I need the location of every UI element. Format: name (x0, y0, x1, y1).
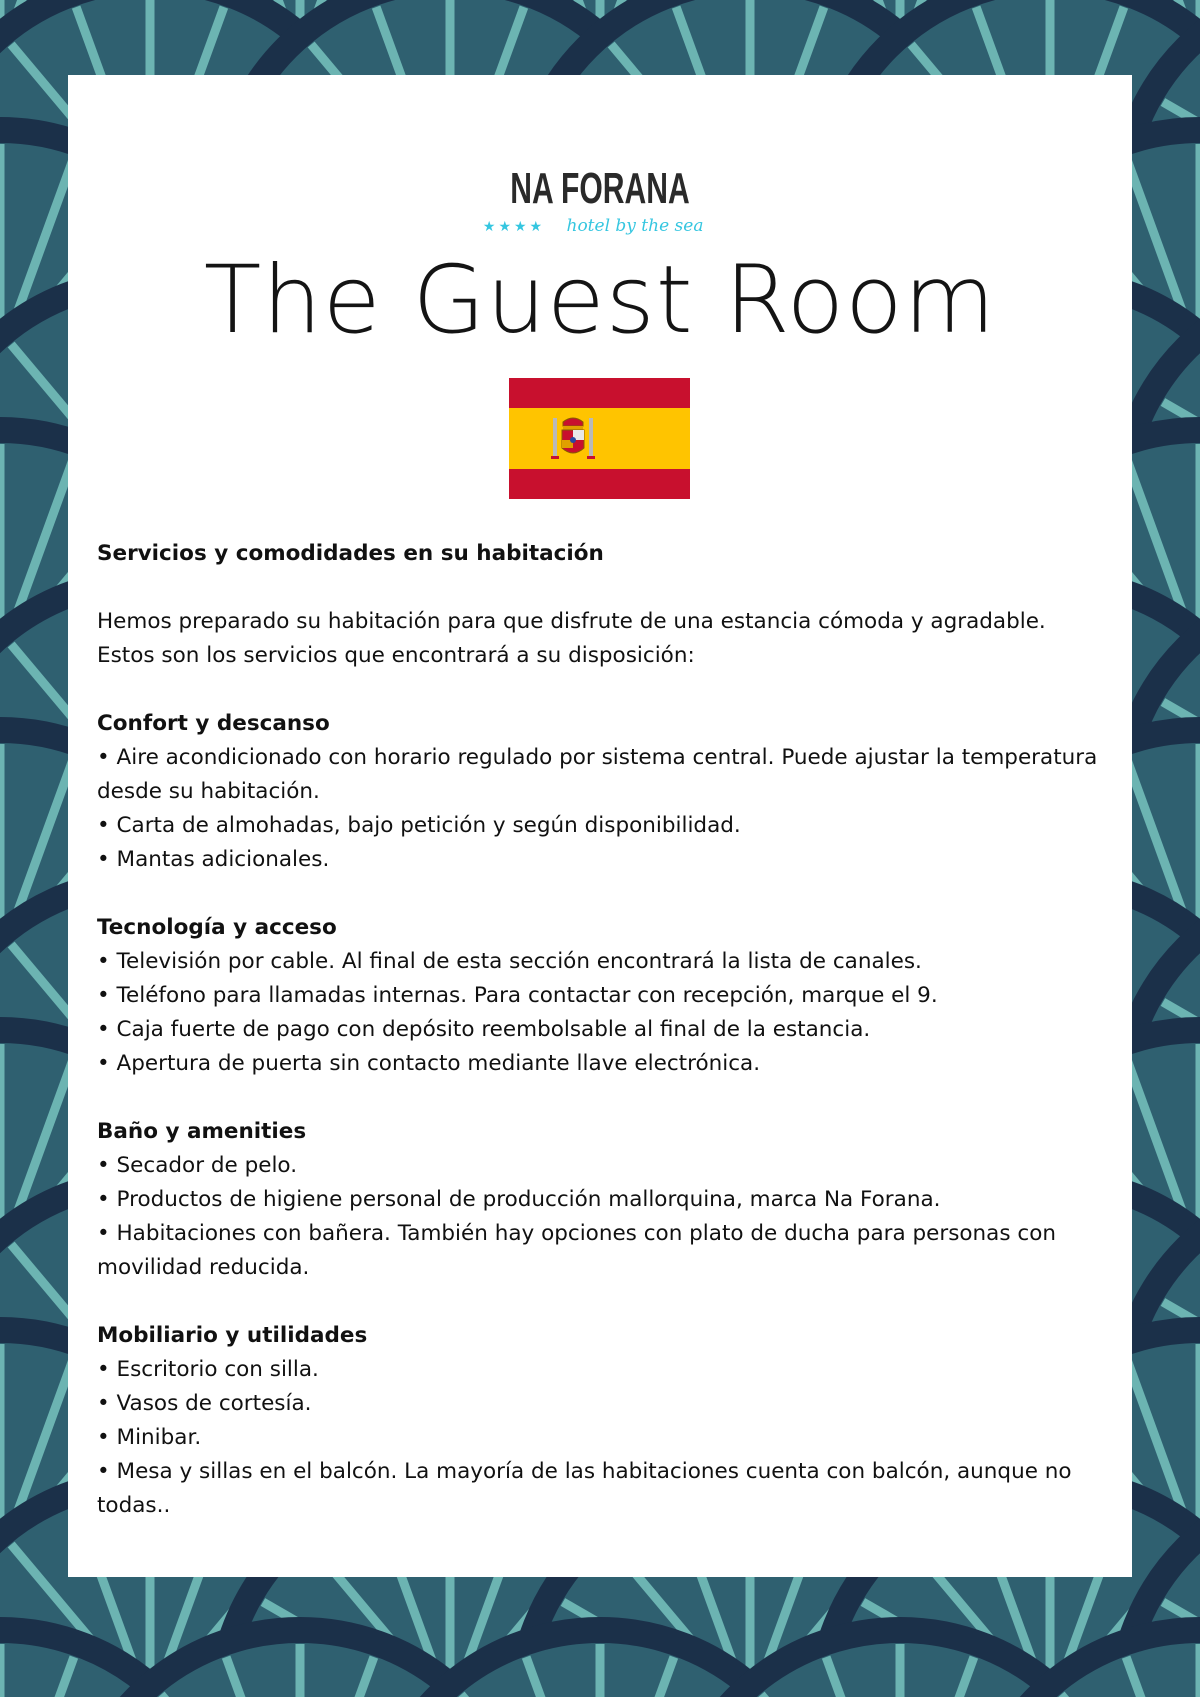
section-heading-confort: Confort y descanso (97, 711, 330, 736)
list-item: • Televisión por cable. Al final de esta sección encontrará la lista de canales. (97, 949, 922, 974)
svg-text:hotel by the sea: hotel by the sea (566, 216, 704, 236)
intro-heading: Servicios y comodidades en su habitación (97, 541, 604, 566)
list-item: • Teléfono para llamadas internas. Para contactar con recepción, marque el 9. (97, 983, 938, 1008)
list-item: • Vasos de cortesía. (97, 1391, 312, 1416)
page-title: The Guest Room (203, 246, 997, 355)
list-item: • Escritorio con silla. (97, 1357, 319, 1382)
document-body (97, 537, 1107, 1523)
guest-room-card (68, 75, 1132, 1577)
section-heading-bano: Baño y amenities (97, 1119, 307, 1144)
list-item: • Secador de pelo. (97, 1153, 298, 1178)
section-heading-mobiliario: Mobiliario y utilidades (97, 1323, 368, 1348)
list-item: • Productos de higiene personal de producción mallorquina, marca Na Forana. (97, 1187, 941, 1212)
list-item: • Habitaciones con bañera. También hay opciones con plato de ducha para personas con movilidad reducida. (97, 1221, 1056, 1280)
svg-text:NA FORANA: NA FORANA (510, 163, 690, 214)
list-item: • Apertura de puerta sin contacto mediante llave electrónica. (97, 1051, 761, 1076)
list-item: • Caja fuerte de pago con depósito reembolsable al final de la estancia. (97, 1017, 871, 1042)
section-heading-tecnologia: Tecnología y acceso (97, 915, 337, 940)
list-item: • Minibar. (97, 1425, 202, 1450)
na-forana-logo-icon (480, 161, 720, 241)
svg-text:★★★★: ★★★★ (482, 219, 546, 235)
list-item: • Mesa y sillas en el balcón. La mayoría de las habitaciones cuenta con balcón, aunque no todas.. (97, 1459, 1072, 1518)
spain-flag-icon (509, 378, 690, 499)
list-item: • Aire acondicionado con horario regulado por sistema central. Puede ajustar la temperatura desde su habitación. (97, 745, 1098, 804)
intro-text: Hemos preparado su habitación para que disfrute de una estancia cómoda y agradable. Estos son los servicios que encontrará a su disposición: (97, 609, 1046, 668)
list-item: • Carta de almohadas, bajo petición y según disponibilidad. (97, 813, 741, 838)
list-item: • Mantas adicionales. (97, 847, 330, 872)
